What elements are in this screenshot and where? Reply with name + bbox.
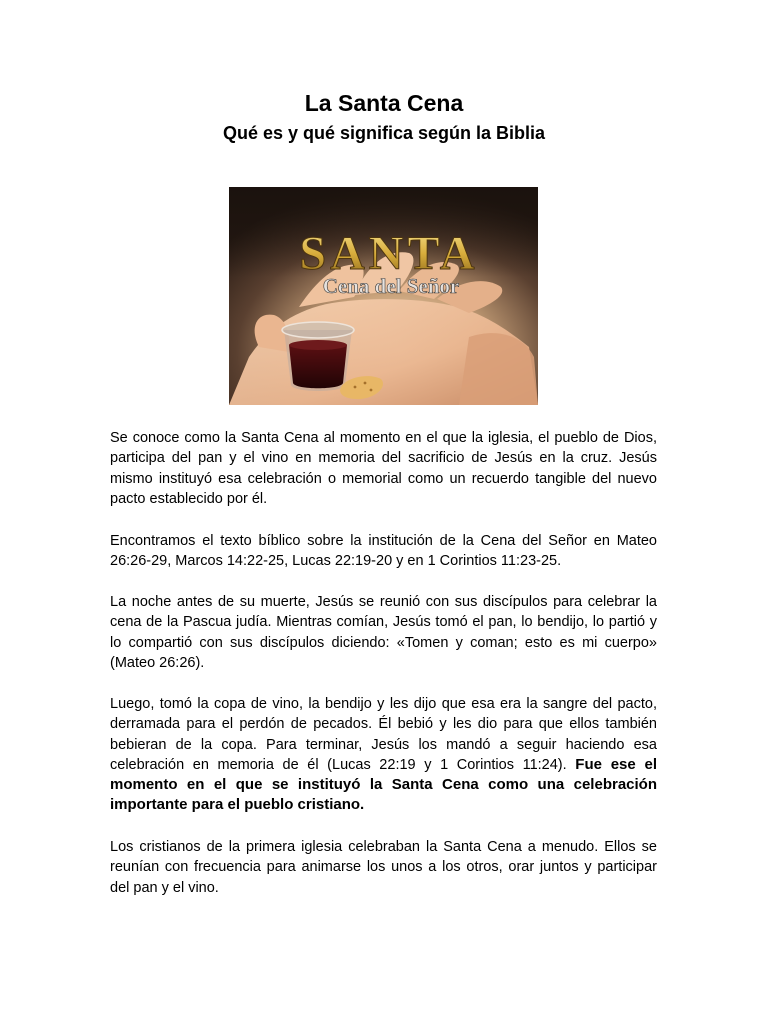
paragraph-2: Encontramos el texto bíblico sobre la institución de la Cena del Señor en Mateo 26:26-29, Marcos 14:22-25, Lucas 22:19-20 y en 1 Corintios 11:23-25. [110, 533, 657, 570]
paragraph-4 [110, 694, 657, 816]
image-caption: Cena del Señor [322, 274, 460, 298]
paragraph-4-bold: Fue ese el momento en el que se instituyó la Santa Cena como una celebración importante para el pueblo cristiano. [110, 755, 657, 814]
document-subtitle: Qué es y qué significa según la Biblia [222, 123, 546, 143]
cover-image [229, 187, 538, 405]
document-title: La Santa Cena [304, 90, 464, 116]
paragraph-4-text: Luego, tomó la copa de vino, la bendijo y les dijo que esa era la sangre del pacto, derramada para el perdón de pecados. Él bebió y les dio para que ellos también bebieran de la copa. Para terminar, Jesús los mandó a seguir haciendo esa celebración en memoria de él (Lucas 22:19 y 1 Corintios 11:24). [110, 696, 657, 773]
paragraph-3: La noche antes de su muerte, Jesús se reunió con sus discípulos para celebrar la cena de la Pascua judía. Mientras comían, Jesús tomó el pan, lo bendijo, lo partió y lo compartió con sus discípulos diciendo: «Tomen y coman; esto es mi cuerpo» (Mateo 26:26). [110, 594, 657, 671]
paragraph-5: Los cristianos de la primera iglesia celebraban la Santa Cena a menudo. Ellos se reunían con frecuencia para animarse los unos a los otros, orar juntos y participar del pan y el vino. [110, 839, 657, 896]
paragraph-1: Se conoce como la Santa Cena al momento en el que la iglesia, el pueblo de Dios, participa del pan y el vino en memoria del sacrificio de Jesús en la cruz. Jesús mismo instituyó esa celebración o memorial como un recuerdo tangible del nuevo pacto establecido por él. [110, 430, 657, 507]
communion-illustration [229, 187, 538, 405]
image-heading: SANTA [299, 227, 479, 280]
cup-shape [282, 322, 354, 391]
